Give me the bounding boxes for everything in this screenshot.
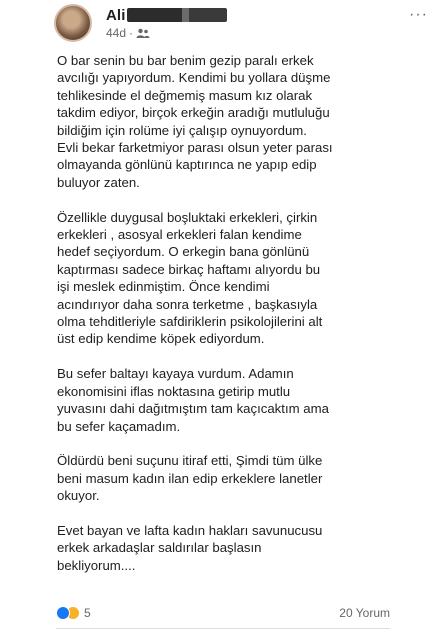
redaction-bar — [127, 8, 227, 22]
reaction-count[interactable]: 5 — [84, 606, 91, 620]
post-paragraph-1: O bar senin bu bar benim gezip paralı erkek avcılığı yapıyordum. Kendimi bu yollara düşme tehlikesinde el değmemiş masum kız olarak takdim ediyor, birçok erkeğin aradığı mutluluğu bildiğim için rolüme iyi çalışıp oynuyordum. Evli bekar farketmiyor parası olsun yeter parası olmayanda gönlünü kaptırınca ne yapıp edip buluyor zaten. — [57, 53, 333, 190]
post-footer — [56, 604, 390, 622]
post-meta — [106, 26, 150, 40]
comments-count-link[interactable]: 20 Yorum — [339, 606, 390, 620]
author-name[interactable]: Ali — [106, 6, 126, 24]
like-reaction-icon — [56, 606, 70, 620]
post-paragraph-2: Özellikle duygusal boşluktaki erkekleri, çirkin erkekleri , asosyal erkekleri falan kendime hedef seçiyordum. O erkegin bana gönlünü kaptırması sadece birkaç haftamı alıyordu bu işi meslek edinmiştim. Önce kendimi acındırıyor daha sonra terketme , başkasıyla olma tehditleriyle safdiriklerin psikolojilerini alt üst edip kendime köpek ediyordum. — [57, 209, 323, 347]
more-options-icon[interactable]: ··· — [409, 6, 428, 23]
footer-divider — [56, 628, 390, 629]
post-time[interactable]: 44d — [106, 26, 127, 40]
post-header — [58, 0, 438, 44]
post-paragraph-5: Evet bayan ve lafta kadın hakları savunucusu erkek arkadaşlar saldırılar başlasın bekliyorum.... — [57, 522, 323, 573]
post-body — [57, 52, 387, 592]
meta-separator: · — [129, 26, 134, 40]
avatar[interactable] — [54, 4, 92, 42]
author-row — [106, 6, 227, 24]
reactions-summary[interactable] — [56, 606, 91, 620]
post-paragraph-3: Bu sefer baltayı kayaya vurdum. Adamın ekonomisini iflas noktasına getirip mutlu yuvasını dahi dağıtmıştım tam kaçıcaktım ama bu sefer kaçamadım. — [57, 366, 329, 434]
friends-audience-icon[interactable] — [136, 28, 150, 38]
post-paragraph-4: Öldürdü beni suçunu itiraf etti, Şimdi tüm ülke beni masum kadın ilan edip erkeklere lanetler okuyor. — [57, 453, 323, 504]
